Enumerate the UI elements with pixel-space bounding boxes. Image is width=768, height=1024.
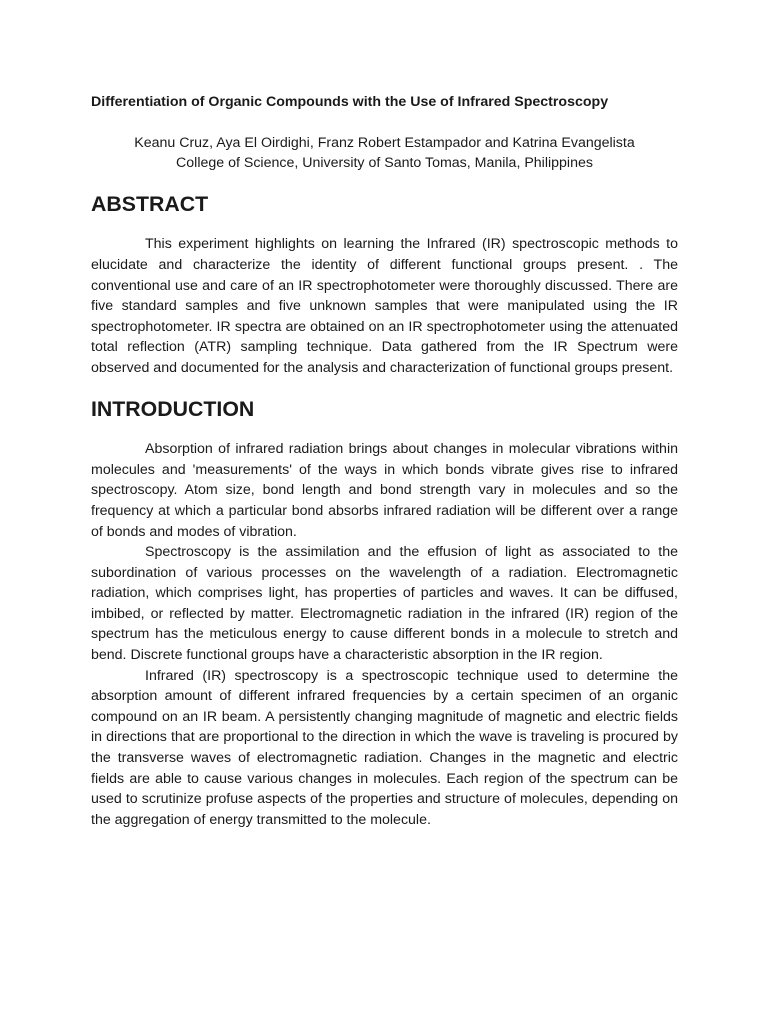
abstract-body: [91, 234, 678, 378]
intro-paragraph-3: Infrared (IR) spectroscopy is a spectroscopic technique used to determine the absorption amount of different infrared frequencies by a certain specimen of an organic compound on an IR beam. A persistently changing magnitude of magnetic and electric fields in directions that are proportional to the direction in which the wave is traveling is procured by the transverse waves of electromagnetic radiation. Changes in the magnetic and electric fields are able to cause various changes in molecules. Each region of the spectrum can be used to scrutinize profuse aspects of the properties and structure of molecules, depending on the aggregation of energy transmitted to the molecule.: [91, 667, 678, 828]
introduction-heading: INTRODUCTION: [91, 396, 255, 421]
affiliation-line: College of Science, University of Santo Tomas, Manila, Philippines: [176, 155, 593, 172]
author-block: [91, 133, 678, 174]
introduction-body: [91, 439, 678, 830]
abstract-paragraph: This experiment highlights on learning the Infrared (IR) spectroscopic methods to elucidate and characterize the identity of different functional groups present. . The conventional use and care of an IR spectrophotometer were thoroughly discussed. There are five standard samples and five unknown samples that were manipulated using the IR spectrophotometer. IR spectra are obtained on an IR spectrophotometer using the attenuated total reflection (ATR) sampling technique. Data gathered from the IR Spectrum were observed and documented for the analysis and characterization of functional groups present.: [91, 236, 678, 376]
paper-title: Differentiation of Organic Compounds with the Use of Infrared Spectroscopy: [91, 94, 609, 110]
intro-paragraph-1: Absorption of infrared radiation brings about changes in molecular vibrations within molecules and 'measurements' of the ways in which bonds vibrate gives rise to infrared spectroscopy. Atom size, bond length and bond strength vary in molecules and so the frequency at which a particular bond absorbs infrared radiation will be different over a range of bonds and modes of vibration.: [91, 441, 678, 540]
authors-line: Keanu Cruz, Aya El Oirdighi, Franz Robert Estampador and Katrina Evangelista: [134, 134, 635, 151]
document-page: [91, 92, 678, 830]
abstract-heading: ABSTRACT: [91, 191, 209, 216]
intro-paragraph-2: Spectroscopy is the assimilation and the effusion of light as associated to the subordination of various processes on the wavelength of a radiation. Electromagnetic radiation, which comprises light, has properties of particles and waves. It can be diffused, imbibed, or reflected by matter. Electromagnetic radiation in the infrared (IR) region of the spectrum has the meticulous energy to cause different bonds in a molecule to stretch and bend. Discrete functional groups have a characteristic absorption in the IR region.: [91, 544, 678, 664]
